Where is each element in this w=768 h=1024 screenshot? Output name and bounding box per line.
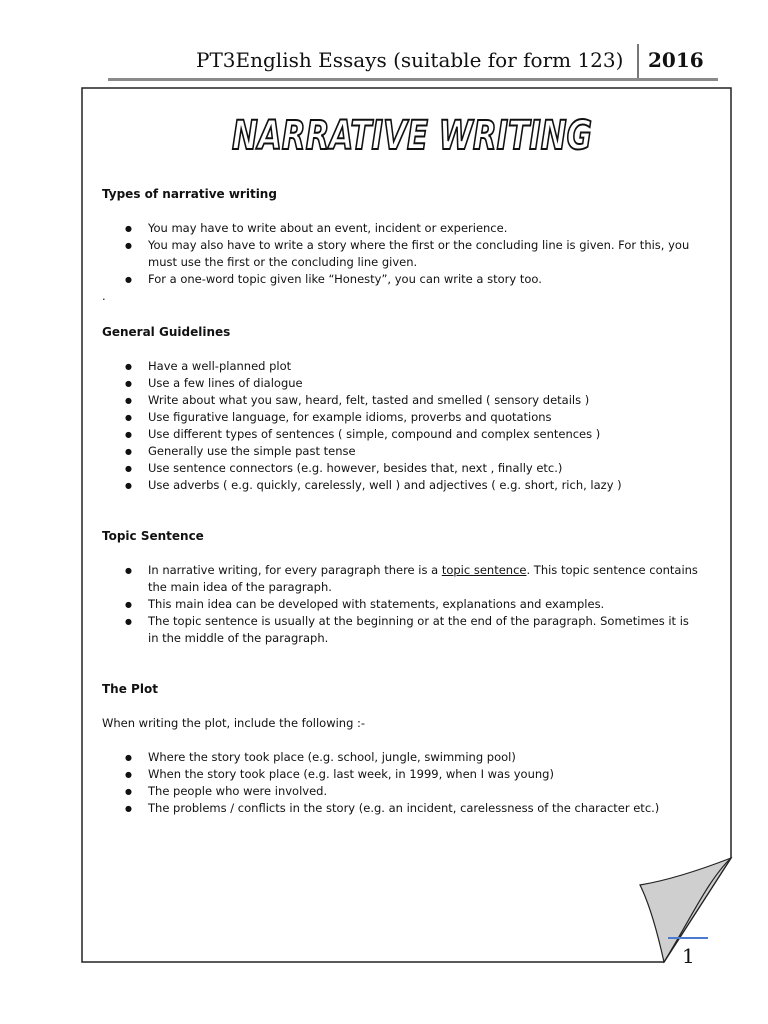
plot-list xyxy=(102,749,698,817)
document-year: 2016 xyxy=(648,48,704,72)
list-item: ● Use figurative language, for example idioms, proverbs and quotations xyxy=(148,409,698,426)
list-item: ● Use a few lines of dialogue xyxy=(148,375,698,392)
list-item: ● Write about what you saw, heard, felt, tasted and smelled ( sensory details ) xyxy=(148,392,698,409)
section-heading-topic-sentence: Topic Sentence xyxy=(102,529,204,543)
list-item-text: . This topic sentence contains the main idea of the paragraph. xyxy=(148,563,698,594)
list-item: ● Generally use the simple past tense xyxy=(148,443,698,460)
list-item: ● You may also have to write a story where the first or the concluding line is given. For this, you must use the first or the concluding line given. xyxy=(148,237,698,271)
list-item xyxy=(148,562,698,596)
list-item: ● You may have to write about an event, incident or experience. xyxy=(148,220,698,237)
list-item: ● Have a well-planned plot xyxy=(148,358,698,375)
page-number: 1 xyxy=(682,944,695,968)
list-item: ● For a one-word topic given like “Honesty”, you can write a story too. xyxy=(148,271,698,288)
list-item-text: In narrative writing, for every paragraph there is a xyxy=(148,563,442,577)
topic-sentence-list xyxy=(102,562,698,647)
list-item: ● When the story took place (e.g. last week, in 1999, when I was young) xyxy=(148,766,698,783)
document-title: PT3English Essays (suitable for form 123) xyxy=(196,48,624,72)
list-item: ● Use adverbs ( e.g. quickly, carelessly, well ) and adjectives ( e.g. short, rich, lazy ) xyxy=(148,477,698,494)
list-item: ● The problems / conflicts in the story (e.g. an incident, carelessness of the character etc.) xyxy=(148,800,698,817)
list-item: ● Use different types of sentences ( simple, compound and complex sentences ) xyxy=(148,426,698,443)
document-body xyxy=(102,186,698,817)
types-list xyxy=(102,220,698,288)
banner-text: NARRATIVE WRITING xyxy=(232,113,592,159)
section-heading-guidelines: General Guidelines xyxy=(102,325,231,339)
list-item: ● The people who were involved. xyxy=(148,783,698,800)
list-item: ● This main idea can be developed with statements, explanations and examples. xyxy=(148,596,698,613)
stray-dot: . xyxy=(102,289,106,303)
guidelines-list xyxy=(102,358,698,494)
list-item: ● Where the story took place (e.g. school, jungle, swimming pool) xyxy=(148,749,698,766)
banner-title xyxy=(230,108,600,158)
section-heading-plot: The Plot xyxy=(102,682,158,696)
list-item: ● The topic sentence is usually at the beginning or at the end of the paragraph. Sometimes it is in the middle of the paragraph. xyxy=(148,613,698,647)
plot-intro: When writing the plot, include the following :- xyxy=(102,716,366,730)
topic-sentence-term: topic sentence xyxy=(441,563,527,577)
section-heading-types: Types of narrative writing xyxy=(102,187,277,201)
list-item: ● Use sentence connectors (e.g. however, besides that, next , finally etc.) xyxy=(148,460,698,477)
page-number-rule xyxy=(668,937,708,939)
